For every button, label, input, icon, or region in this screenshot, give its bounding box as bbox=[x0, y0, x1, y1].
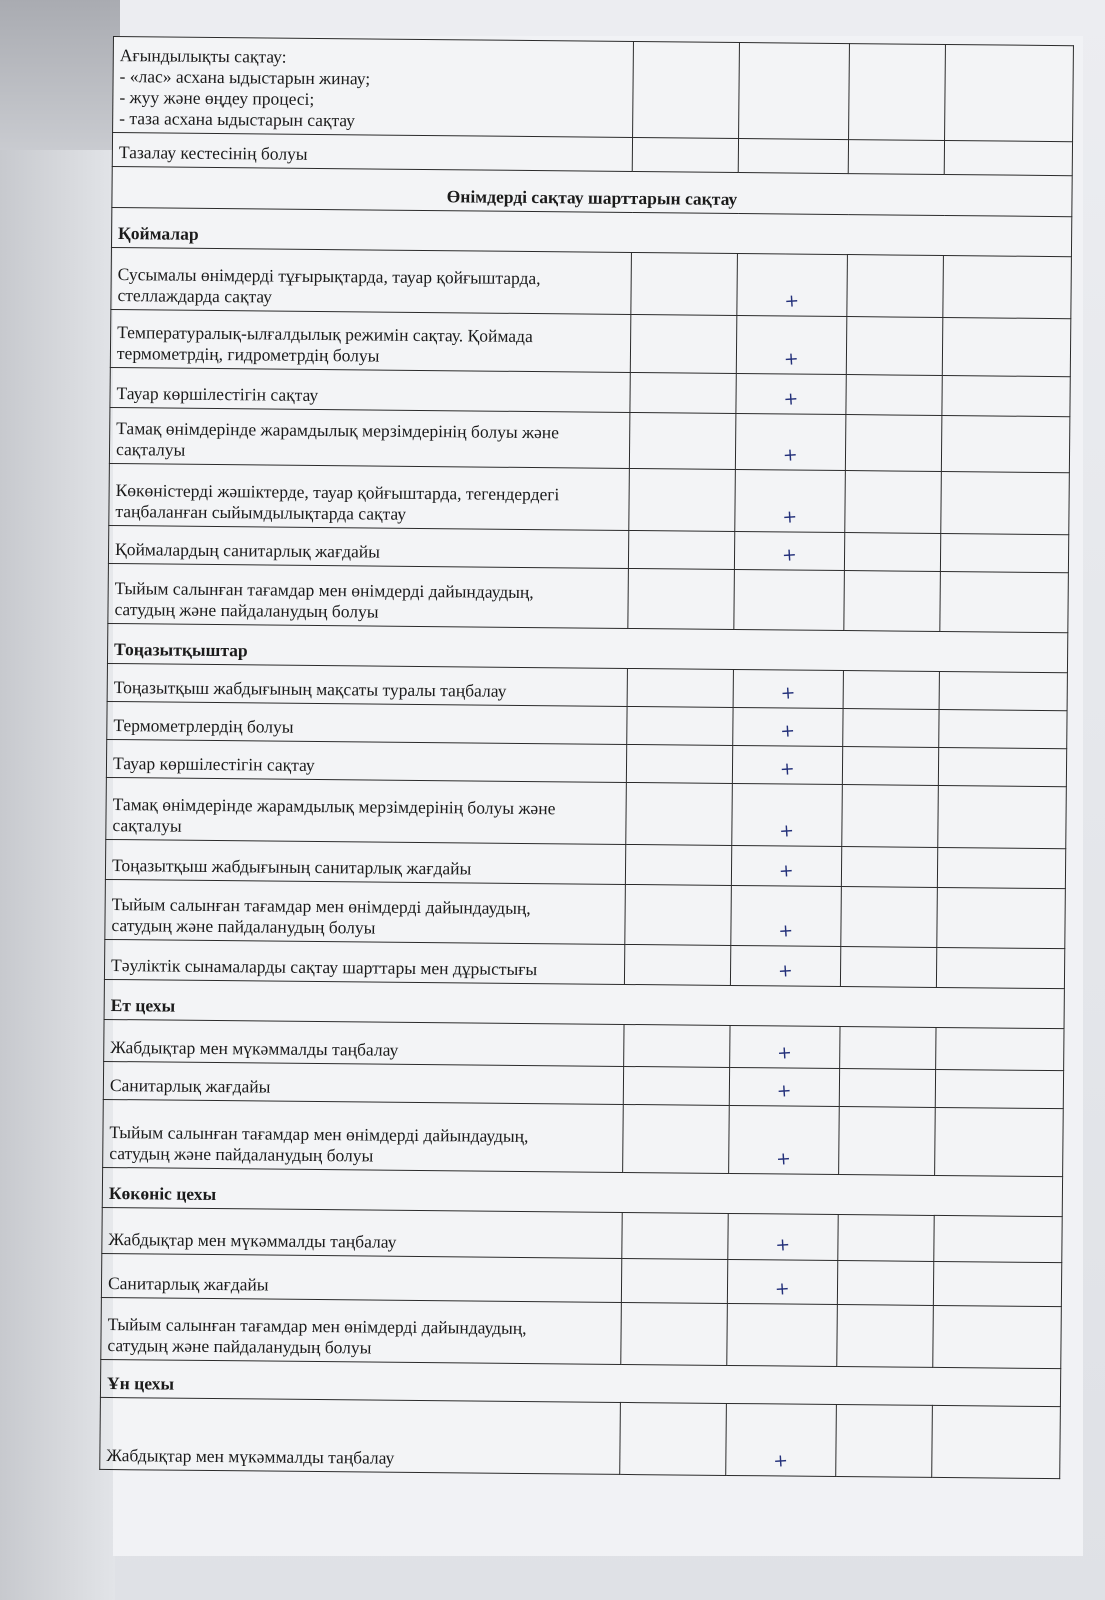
empty-cell bbox=[845, 471, 942, 534]
empty-cell bbox=[626, 744, 732, 783]
section-title: Өнімдерді сақтау шарттарын сақтау bbox=[112, 166, 1072, 216]
criterion-text-line: Тоңазытқыш жабдығының мақсаты туралы таңбалау bbox=[113, 677, 507, 701]
handwritten-plus-mark: + bbox=[779, 721, 796, 742]
empty-cell bbox=[939, 709, 1067, 748]
empty-cell bbox=[849, 44, 946, 141]
criterion-text-line: сақталуы bbox=[112, 815, 182, 836]
checklist-item-row bbox=[100, 1397, 1061, 1478]
criterion-cell bbox=[111, 247, 632, 314]
empty-cell bbox=[630, 372, 736, 413]
empty-cell bbox=[839, 1107, 936, 1176]
empty-cell bbox=[844, 533, 940, 572]
empty-cell bbox=[846, 317, 943, 376]
empty-cell bbox=[940, 571, 1069, 632]
empty-cell bbox=[838, 1215, 934, 1262]
empty-cell bbox=[621, 1302, 728, 1365]
criterion-text-line: Термометрлердің болуы bbox=[113, 715, 294, 737]
empty-cell bbox=[836, 1405, 933, 1478]
compliance-mark-cell bbox=[730, 945, 840, 986]
criterion-text-line: термометрдің, гидрометрдің болуы bbox=[116, 343, 380, 366]
handwritten-plus-mark: + bbox=[781, 545, 798, 566]
empty-cell bbox=[624, 944, 730, 985]
empty-cell bbox=[936, 1027, 1064, 1070]
handwritten-plus-mark: + bbox=[777, 921, 794, 942]
handwritten-plus-mark: + bbox=[780, 683, 797, 704]
handwritten-plus-mark: + bbox=[783, 389, 799, 410]
checklist-item-row bbox=[105, 879, 1066, 948]
criterion-cell bbox=[104, 1019, 624, 1066]
criterion-text-line: Сусымалы өнімдерді тұғырықтарда, тауар қойғыштарда, bbox=[117, 264, 541, 289]
criterion-text-line: Тыйым салынған тағамдар мен өнімдерді дайындаудың, bbox=[109, 1122, 529, 1147]
empty-cell bbox=[839, 1069, 935, 1108]
compliance-mark-cell bbox=[733, 707, 843, 746]
criterion-text-line: Тауар көршілестігін сақтау bbox=[116, 383, 319, 405]
compliance-mark-cell bbox=[732, 783, 843, 846]
group-title: Ет цехы bbox=[104, 979, 1064, 1028]
empty-cell bbox=[941, 415, 1070, 472]
empty-cell bbox=[842, 747, 938, 786]
empty-cell bbox=[631, 252, 738, 315]
criterion-text-line: таңбаланған сыйымдылықтарда сақтау bbox=[115, 501, 407, 524]
handwritten-plus-mark: + bbox=[775, 1149, 792, 1170]
empty-cell bbox=[938, 747, 1066, 786]
group-title: Көкөніс цехы bbox=[102, 1167, 1062, 1216]
checklist-item-row bbox=[101, 1297, 1062, 1368]
empty-cell bbox=[940, 533, 1068, 572]
compliance-mark-cell bbox=[739, 43, 850, 140]
empty-cell bbox=[936, 947, 1064, 988]
criterion-cell bbox=[103, 1099, 624, 1172]
criterion-cell bbox=[108, 563, 629, 628]
empty-cell bbox=[847, 255, 944, 318]
compliance-mark-cell bbox=[736, 316, 847, 375]
empty-cell bbox=[633, 41, 740, 138]
empty-cell bbox=[943, 255, 1072, 318]
empty-cell bbox=[934, 1215, 1062, 1262]
criterion-text-line: Тоңазытқыш жабдығының санитарлық жағдайы bbox=[111, 855, 472, 879]
empty-cell bbox=[625, 884, 732, 945]
compliance-mark-cell bbox=[731, 845, 841, 886]
checklist-item-row bbox=[108, 563, 1069, 632]
compliance-mark-cell bbox=[731, 885, 842, 946]
criterion-cell bbox=[103, 1061, 623, 1104]
checklist-item-row bbox=[109, 463, 1070, 534]
empty-cell bbox=[837, 1261, 933, 1306]
checklist-item-row bbox=[113, 37, 1074, 142]
compliance-mark-cell bbox=[735, 469, 846, 532]
criterion-text-line: сатудың және пайдаланудың болуы bbox=[111, 915, 376, 938]
empty-cell bbox=[937, 847, 1065, 888]
compliance-mark-cell bbox=[729, 1105, 840, 1174]
compliance-mark-cell bbox=[735, 413, 846, 470]
criterion-cell bbox=[110, 309, 631, 372]
criterion-cell bbox=[102, 1207, 622, 1258]
compliance-mark-cell bbox=[729, 1067, 839, 1106]
handwritten-plus-mark: + bbox=[779, 759, 796, 780]
empty-cell bbox=[630, 314, 737, 373]
checklist-rows bbox=[100, 37, 1074, 1479]
criterion-text-line: стеллаждарда сақтау bbox=[117, 285, 273, 307]
criterion-cell bbox=[107, 663, 627, 706]
criterion-text-line: Тыйым салынған тағамдар мен өнімдерді дайындаудың, bbox=[107, 1314, 527, 1339]
empty-cell bbox=[945, 44, 1074, 141]
criterion-cell bbox=[113, 37, 634, 138]
compliance-mark-cell bbox=[732, 745, 842, 784]
criterion-text-line: Тәуліктік сынамаларды сақтау шарттары мен дұрыстығы bbox=[110, 955, 538, 980]
handwritten-plus-mark: + bbox=[783, 349, 800, 370]
empty-cell bbox=[625, 844, 731, 885]
criterion-text-line: Санитарлық жағдайы bbox=[107, 1273, 269, 1295]
empty-cell bbox=[628, 530, 734, 569]
compliance-mark-cell bbox=[728, 1213, 838, 1260]
empty-cell bbox=[621, 1258, 727, 1303]
empty-cell bbox=[627, 706, 733, 745]
empty-cell bbox=[841, 847, 937, 888]
compliance-mark-cell bbox=[737, 254, 848, 317]
compliance-mark-cell bbox=[733, 669, 843, 708]
empty-cell bbox=[937, 887, 1066, 948]
empty-cell bbox=[843, 709, 939, 748]
handwritten-plus-mark: + bbox=[778, 821, 795, 842]
checklist-item-row bbox=[110, 309, 1071, 376]
criterion-cell bbox=[104, 939, 624, 984]
criterion-cell bbox=[107, 701, 627, 744]
criterion-text-line: Жабдықтар мен мүкәммалды таңбалау bbox=[108, 1229, 397, 1252]
empty-cell bbox=[941, 471, 1070, 534]
handwritten-plus-mark: + bbox=[772, 1451, 789, 1472]
group-title: Тоңазытқыштар bbox=[107, 623, 1067, 672]
empty-cell bbox=[627, 668, 733, 707]
empty-cell bbox=[629, 412, 736, 469]
empty-cell bbox=[623, 1104, 730, 1173]
empty-cell bbox=[840, 947, 936, 988]
group-title: Ұн цехы bbox=[100, 1359, 1060, 1406]
empty-cell bbox=[935, 1069, 1063, 1108]
empty-cell bbox=[624, 1024, 730, 1067]
criterion-cell bbox=[105, 839, 625, 884]
handwritten-plus-mark: + bbox=[782, 445, 799, 466]
criterion-text-line: Температуралық-ылғалдылық режимін сақтау. Қоймада bbox=[117, 322, 533, 347]
criterion-cell bbox=[105, 879, 626, 944]
handwritten-plus-mark: + bbox=[784, 291, 800, 312]
criterion-text-line: Тауар көршілестігін сақтау bbox=[112, 753, 315, 775]
empty-cell bbox=[632, 137, 738, 172]
criterion-cell bbox=[109, 407, 630, 468]
compliance-mark-cell bbox=[730, 1025, 840, 1068]
group-title: Қоймалар bbox=[111, 207, 1071, 256]
criterion-cell bbox=[101, 1297, 622, 1364]
criterion-cell bbox=[112, 133, 632, 172]
empty-cell bbox=[935, 1107, 1064, 1176]
empty-cell bbox=[938, 785, 1067, 848]
empty-cell bbox=[629, 468, 736, 531]
criterion-text-line: Көкөністерді жәшіктерде, тауар қойғыштарда, тегендердегі bbox=[115, 480, 560, 505]
criterion-text-line: Тыйым салынған тағамдар мен өнімдерді дайындаудың, bbox=[111, 894, 531, 919]
compliance-mark-cell bbox=[727, 1303, 838, 1366]
criterion-text-line: Жабдықтар мен мүкәммалды таңбалау bbox=[110, 1037, 399, 1060]
criterion-text-line: Тыйым салынған тағамдар мен өнімдерді дайындаудың, bbox=[114, 578, 534, 603]
background-surface bbox=[0, 0, 115, 1600]
criterion-text-line: Ағындылықты сақтау: bbox=[119, 45, 287, 67]
compliance-mark-cell bbox=[727, 1259, 837, 1304]
criterion-cell bbox=[101, 1253, 621, 1302]
criterion-cell bbox=[109, 463, 630, 530]
handwritten-plus-mark: + bbox=[774, 1279, 791, 1300]
compliance-mark-cell bbox=[736, 373, 846, 414]
criterion-cell bbox=[106, 739, 626, 782]
criterion-cell bbox=[100, 1397, 621, 1474]
criterion-text-line: Қоймалардың санитарлық жағдайы bbox=[114, 539, 381, 562]
empty-cell bbox=[844, 571, 941, 632]
compliance-mark-cell bbox=[738, 139, 848, 174]
empty-cell bbox=[626, 782, 733, 845]
empty-cell bbox=[628, 568, 735, 629]
empty-cell bbox=[939, 671, 1067, 710]
inspection-checklist-table bbox=[99, 36, 1074, 1479]
empty-cell bbox=[841, 887, 938, 948]
empty-cell bbox=[843, 671, 939, 710]
compliance-mark-cell bbox=[734, 569, 845, 630]
checklist-item-row bbox=[109, 407, 1069, 472]
empty-cell bbox=[842, 785, 939, 848]
criterion-cell bbox=[106, 777, 627, 844]
empty-cell bbox=[840, 1027, 936, 1070]
criterion-cell bbox=[108, 525, 628, 568]
empty-cell bbox=[933, 1261, 1061, 1306]
checklist-item-row bbox=[111, 247, 1072, 318]
empty-cell bbox=[942, 375, 1070, 416]
handwritten-plus-mark: + bbox=[777, 961, 794, 982]
criterion-text-line: сақталуы bbox=[115, 439, 186, 460]
empty-cell bbox=[846, 375, 942, 416]
criterion-text-line: Жабдықтар мен мүкәммалды таңбалау bbox=[106, 1445, 395, 1468]
handwritten-plus-mark: + bbox=[776, 1043, 793, 1064]
empty-cell bbox=[933, 1305, 1062, 1368]
criterion-text-line: Тамақ өнімдерінде жарамдылық мерзімдерінің болуы және bbox=[112, 794, 556, 819]
criterion-text-line: Тамақ өнімдерінде жарамдылық мерзімдерінің болуы және bbox=[116, 418, 560, 443]
empty-cell bbox=[848, 140, 944, 175]
checklist-item-row bbox=[103, 1099, 1064, 1176]
compliance-mark-cell bbox=[734, 531, 844, 570]
empty-cell bbox=[942, 317, 1071, 376]
empty-cell bbox=[845, 415, 942, 472]
empty-cell bbox=[837, 1305, 934, 1368]
empty-cell bbox=[622, 1212, 728, 1259]
criterion-text-line: сатудың және пайдаланудың болуы bbox=[109, 1143, 374, 1166]
handwritten-plus-mark: + bbox=[776, 1081, 793, 1102]
compliance-mark-cell bbox=[726, 1403, 837, 1476]
checklist-item-row bbox=[106, 777, 1067, 848]
criterion-text-line: сатудың және пайдаланудың болуы bbox=[107, 1335, 372, 1358]
empty-cell bbox=[932, 1405, 1061, 1478]
empty-cell bbox=[944, 140, 1072, 175]
handwritten-plus-mark: + bbox=[774, 1235, 791, 1256]
criterion-text-line: - жуу және өңдеу процесі; bbox=[119, 87, 315, 109]
criterion-text-line: - «лас» асхана ыдыстарын жинау; bbox=[119, 66, 371, 89]
background-shadow bbox=[0, 0, 120, 150]
criterion-text-line: Санитарлық жағдайы bbox=[109, 1075, 271, 1097]
handwritten-plus-mark: + bbox=[781, 507, 798, 528]
criterion-text-line: сатудың және пайдаланудың болуы bbox=[114, 599, 379, 622]
criterion-text-line: - таза асхана ыдыстарын сақтау bbox=[119, 108, 356, 131]
handwritten-plus-mark: + bbox=[778, 861, 795, 882]
criterion-text-line: Тазалау кестесінің болуы bbox=[118, 142, 308, 164]
empty-cell bbox=[623, 1066, 729, 1105]
empty-cell bbox=[620, 1402, 727, 1475]
criterion-cell bbox=[110, 367, 630, 412]
